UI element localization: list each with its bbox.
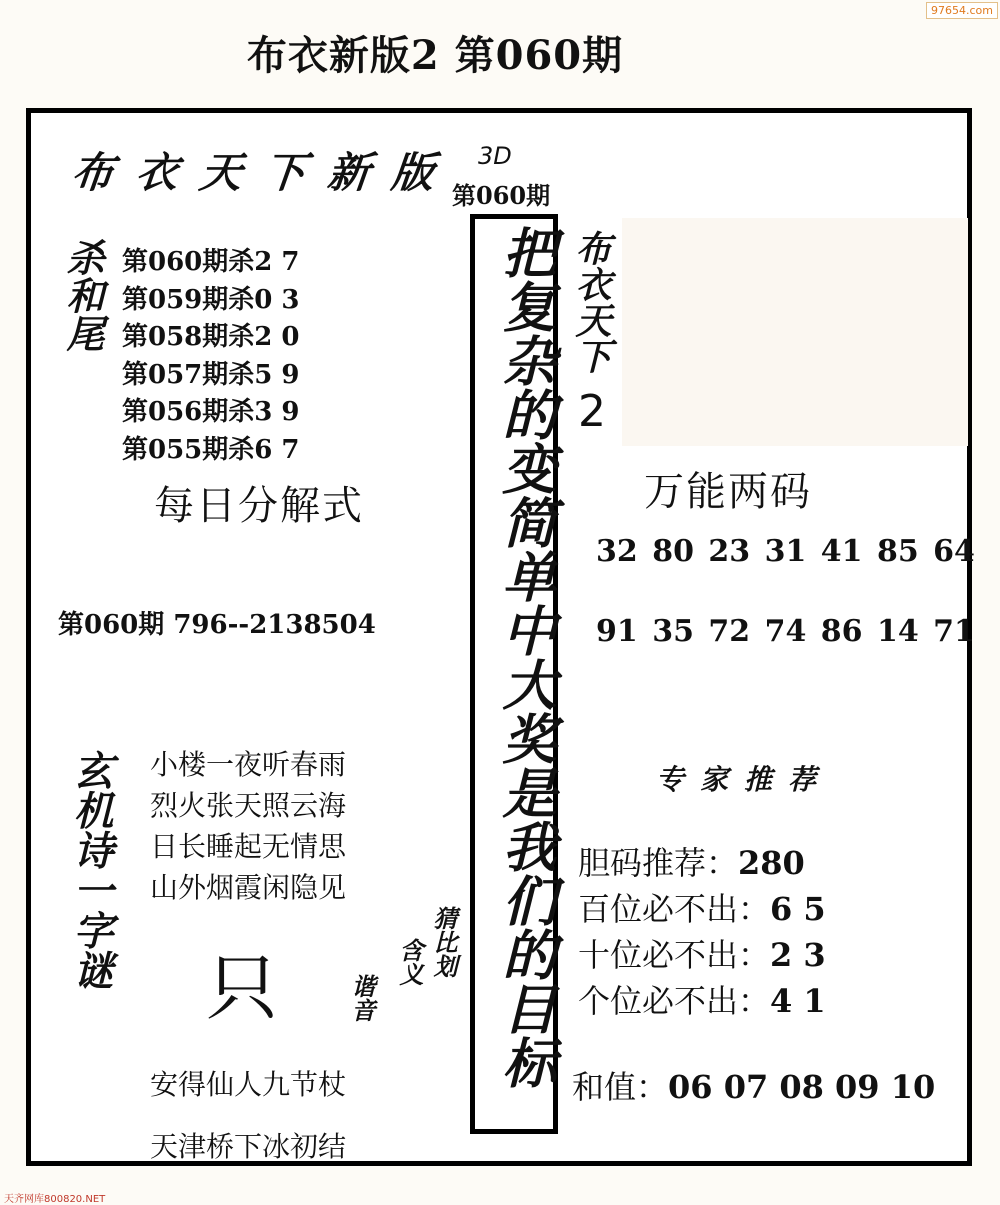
site-watermark-bottom: 天齐网库800820.NET (4, 1194, 106, 1205)
recommendation-row (578, 886, 826, 932)
poem-line: 山外烟霞闲隐见 (150, 871, 347, 904)
kill-tail-item: 第055期杀6 7 (122, 434, 300, 465)
kill-tail-item: 第060期杀2 7 (122, 247, 300, 277)
expert-title: 专家推荐 (656, 763, 833, 796)
issue-number: 第060期 (452, 181, 551, 210)
kill-tail-item: 第056期杀3 9 (122, 397, 300, 427)
universal-pairs-row: 32 80 23 31 41 85 64 (596, 534, 975, 569)
recommendation-row (578, 932, 826, 978)
hint-meaning: 含义 (395, 938, 424, 986)
recommendation-label: 十位必不出： (578, 936, 771, 974)
poem-line: 日长睡起无情思 (150, 830, 347, 863)
recommendation-label: 百位必不出： (578, 890, 771, 928)
universal-pairs-title: 万能两码 (644, 469, 812, 515)
sum-label: 和值： (572, 1068, 669, 1106)
daily-decomp-value: 796--2138504 (173, 610, 376, 640)
blank-panel (622, 218, 968, 446)
recommendation-value: 4 1 (770, 982, 826, 1020)
brand2-label: 布衣天下 (570, 230, 612, 374)
recommendation-value: 280 (738, 844, 805, 882)
slogan-box (470, 214, 558, 1134)
poem-label: 玄机诗一字谜 (67, 750, 114, 990)
universal-pairs-row: 91 35 72 74 86 14 71 (596, 614, 975, 649)
hint-guess-strokes: 猜比划 (429, 906, 458, 978)
poem-lines (150, 744, 346, 908)
recommendation-label: 个位必不出： (578, 982, 771, 1020)
poem-line: 安得仙人九节杖 (150, 1068, 347, 1101)
recommendation-row (578, 840, 826, 886)
poem-line: 小楼一夜听春雨 (150, 748, 347, 781)
kill-tail-item: 第059期杀0 3 (122, 284, 300, 315)
daily-decomp-line (58, 604, 376, 641)
daily-decomp-issue: 第060期 (58, 610, 165, 640)
page-title: 布衣新版2 第060期 (246, 32, 624, 79)
expert-recommendations (578, 840, 826, 1024)
recommendation-row (578, 978, 826, 1024)
hint-homophone: 谐音 (347, 974, 376, 1022)
recommendation-value: 2 3 (770, 936, 826, 974)
kill-tail-label: 杀和尾 (60, 238, 105, 352)
kill-tail-item: 第058期杀2 0 (122, 322, 300, 352)
poem-line: 烈火张天照云海 (150, 789, 347, 822)
poem-line: 天津桥下冰初结 (150, 1130, 347, 1163)
sum-value-line (572, 1062, 935, 1108)
bottom-poem (150, 1054, 346, 1178)
sum-values: 06 07 08 09 10 (668, 1068, 936, 1106)
daily-decomp-title: 每日分解式 (154, 483, 364, 529)
recommendation-label: 胆码推荐： (578, 844, 739, 882)
brand-heading: 布衣天下新版 (69, 148, 459, 197)
recommendation-value: 6 5 (770, 890, 826, 928)
riddle-character: 只 (206, 946, 279, 1030)
site-watermark-top: 97654.com (926, 2, 998, 19)
slogan-text: 把复杂的变简单中大奖是我们的目标 (494, 225, 558, 1089)
brand2-number: 2 (578, 386, 606, 437)
kill-tail-item: 第057期杀5 9 (122, 359, 300, 390)
kill-tail-list (122, 244, 300, 469)
tag-3d: 3D (478, 142, 512, 170)
